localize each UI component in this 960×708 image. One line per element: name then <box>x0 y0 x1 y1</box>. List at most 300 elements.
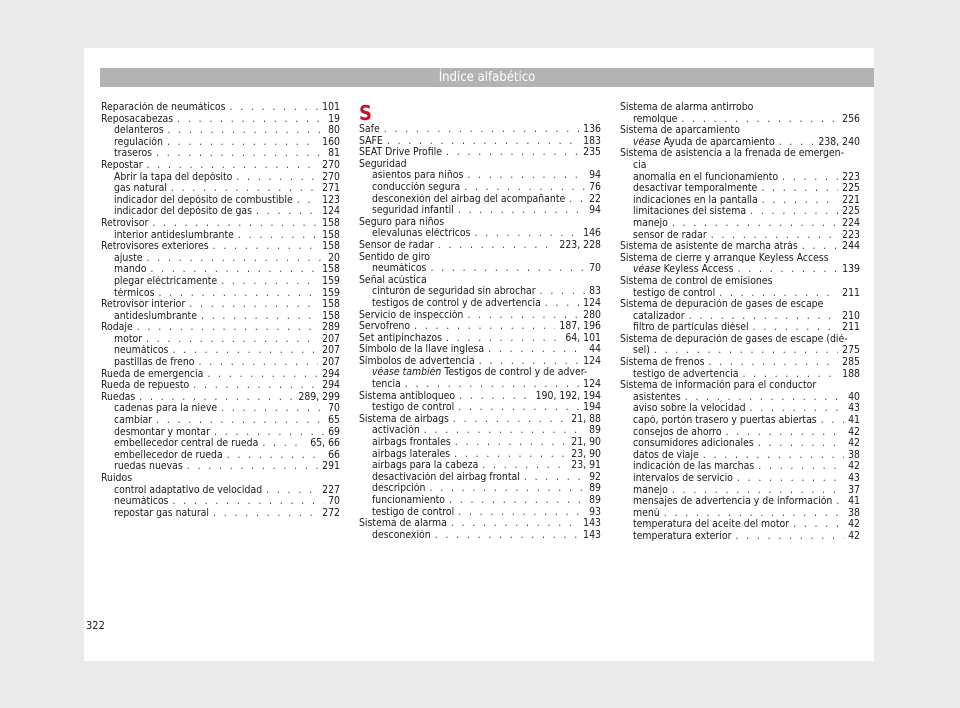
entry-term: limitaciones del sistema <box>633 206 747 218</box>
entry-page-ref: 139 <box>842 264 860 276</box>
index-subentry <box>359 495 601 507</box>
entry-term: plegar eléctricamente <box>114 275 218 287</box>
entry-term: indicación de las marchas <box>633 461 755 473</box>
index-entry <box>101 218 340 230</box>
entry-term: Sistema de cierre y arranque Keyless Access <box>620 252 829 264</box>
entry-term: desactivar temporalmente <box>633 183 758 195</box>
index-entry <box>101 322 340 334</box>
index-subentry <box>620 345 860 357</box>
leader-dots <box>156 148 324 160</box>
entry-page-ref: 194 <box>583 402 601 414</box>
entry-page-ref: 65, 66 <box>310 438 340 450</box>
index-subentry <box>359 228 601 240</box>
entry-term: Sistema de asistente de marcha atrás <box>620 241 798 253</box>
entry-page-ref: 270 <box>322 159 340 171</box>
entry-term: Sistema de depuración de gases de escape <box>620 299 824 311</box>
entry-page-ref: 223, 228 <box>559 239 601 251</box>
entry-term: consumidores adicionales <box>633 438 754 450</box>
leader-dots <box>453 414 567 426</box>
leader-dots <box>467 170 585 182</box>
index-subentry <box>101 125 340 137</box>
entry-term: testigo de control <box>372 506 455 518</box>
index-subentry <box>359 194 601 206</box>
entry-page-ref: 76 <box>589 181 601 193</box>
leader-dots <box>168 125 325 137</box>
leader-dots <box>221 276 318 288</box>
leader-dots <box>171 183 318 195</box>
entry-page-ref: 188 <box>842 368 860 380</box>
index-subentry <box>620 264 860 276</box>
leader-dots <box>449 495 585 507</box>
index-entry <box>101 160 340 172</box>
entry-page-ref: 89 <box>589 495 601 506</box>
entry-page-ref: 294 <box>322 368 340 380</box>
entry-term: embellecedor de rueda <box>114 449 223 461</box>
entry-term: desconexión del airbag del acompañante <box>372 193 566 205</box>
leader-dots <box>446 147 579 159</box>
entry-page-ref: 289 <box>322 322 340 334</box>
index-column-2 <box>359 102 601 541</box>
entry-page-ref: 225 <box>842 183 860 195</box>
leader-dots <box>159 288 319 300</box>
entry-page-ref: 291 <box>322 461 340 473</box>
leader-dots <box>664 508 844 520</box>
leader-dots <box>262 438 306 450</box>
entry-page-ref: 81 <box>328 148 340 160</box>
entry-page-ref: 94 <box>589 170 601 182</box>
entry-term: seguridad infantil <box>372 205 454 217</box>
index-entry <box>359 275 601 287</box>
index-entry <box>620 357 860 369</box>
see-reference: véase <box>633 264 661 276</box>
index-entry <box>101 380 340 392</box>
leader-dots <box>569 194 585 206</box>
leader-dots <box>167 137 318 149</box>
entry-term: tencia <box>372 379 401 391</box>
leader-dots <box>137 322 318 334</box>
index-subentry <box>620 519 860 531</box>
entry-term: elevalunas eléctricos <box>372 228 471 240</box>
index-subentry <box>101 137 340 149</box>
leader-dots <box>177 114 324 126</box>
entry-term: Símbolo de la llave inglesa <box>359 344 485 356</box>
leader-dots <box>172 496 324 508</box>
index-subentry <box>620 288 860 300</box>
entry-page-ref: 66 <box>328 449 340 461</box>
entry-page-ref: 42 <box>848 438 860 450</box>
entry-term: Repostar <box>101 159 143 171</box>
index-subentry <box>101 206 340 218</box>
entry-term: indicaciones en la pantalla <box>633 194 758 206</box>
entry-term: intervalos de servicio <box>633 473 733 484</box>
entry-term: neumáticos <box>372 263 427 275</box>
leader-dots <box>454 449 567 461</box>
index-subentry <box>359 460 601 472</box>
entry-page-ref: 270 <box>322 171 340 183</box>
index-entry <box>359 252 601 264</box>
entry-page-ref: 41 <box>848 496 860 508</box>
index-subentry <box>620 461 860 473</box>
entry-page-ref: 160 <box>322 136 340 148</box>
index-entry <box>101 473 340 485</box>
index-entry <box>359 147 601 159</box>
entry-term: ruedas nuevas <box>114 461 183 473</box>
index-entry <box>620 334 860 346</box>
leader-dots <box>703 450 844 462</box>
leader-dots <box>139 392 294 404</box>
entry-page-ref: 207 <box>322 357 340 369</box>
entry-page-ref: 42 <box>848 426 860 438</box>
leader-dots <box>761 183 838 195</box>
entry-term: sensor de radar <box>633 229 707 241</box>
leader-dots <box>156 415 324 427</box>
entry-page-ref: 41 <box>848 415 860 427</box>
index-entry <box>620 102 860 114</box>
leader-dots <box>758 461 844 473</box>
leader-dots <box>738 264 839 276</box>
entry-page-ref: 65 <box>328 415 340 427</box>
entry-term: Retrovisor interior <box>101 299 186 311</box>
leader-dots <box>256 206 318 218</box>
entry-term: Seguro para niños <box>359 216 445 228</box>
index-subentry <box>359 472 601 484</box>
entry-page-ref: 159 <box>322 287 340 299</box>
entry-page-ref: 21, 90 <box>571 437 601 449</box>
leader-dots <box>266 485 318 497</box>
entry-term: temperatura exterior <box>633 530 732 542</box>
entry-term: motor <box>114 333 143 345</box>
entry-term: Ayuda de aparcamiento <box>663 136 775 148</box>
entry-term: remolque <box>633 113 678 125</box>
entry-term: desactivación del airbag frontal <box>372 471 520 483</box>
leader-dots <box>479 356 579 368</box>
leader-dots <box>214 427 324 439</box>
entry-term: consejos de ahorro <box>633 426 722 438</box>
entry-term: asistentes <box>633 391 681 403</box>
index-subentry <box>359 182 601 194</box>
leader-dots <box>672 485 844 497</box>
entry-term: manejo <box>633 217 668 229</box>
leader-dots <box>779 137 815 149</box>
leader-dots <box>540 286 585 298</box>
index-subentry <box>101 195 340 207</box>
entry-page-ref: 38 <box>848 449 860 461</box>
leader-dots <box>429 483 585 495</box>
index-entry <box>101 102 340 114</box>
see-reference: véase <box>633 136 661 148</box>
entry-page-ref: 23, 91 <box>571 460 601 472</box>
index-subentry <box>359 449 601 461</box>
leader-dots <box>152 218 318 230</box>
index-entry <box>359 333 601 345</box>
entry-page-ref: 280 <box>583 309 601 321</box>
index-subentry <box>101 461 340 473</box>
entry-page-ref: 159 <box>322 275 340 287</box>
leader-dots <box>545 298 579 310</box>
entry-term: Servicio de inspección <box>359 309 464 321</box>
index-subentry <box>620 369 860 381</box>
entry-page-ref: 143 <box>583 518 601 530</box>
entry-term: Sistema de alarma <box>359 518 447 530</box>
leader-dots <box>207 369 318 381</box>
entry-page-ref: 136 <box>583 124 601 135</box>
entry-page-ref: 143 <box>583 529 601 541</box>
entry-page-ref: 235 <box>583 147 601 159</box>
entry-term: descripción <box>372 483 426 495</box>
entry-term: Reparación de neumáticos <box>101 102 226 113</box>
entry-page-ref: 238, 240 <box>818 136 860 148</box>
entry-page-ref: 207 <box>322 345 340 357</box>
entry-term: conducción segura <box>372 181 461 193</box>
entry-term: Sistema de información para el conductor <box>620 380 817 392</box>
index-subentry <box>101 311 340 323</box>
entry-term: activación <box>372 425 420 437</box>
entry-page-ref: 92 <box>589 471 601 483</box>
entry-page-ref: 124 <box>322 206 340 218</box>
leader-dots <box>762 195 838 207</box>
leader-dots <box>229 102 318 114</box>
entry-term: Sistema de airbags <box>359 413 449 425</box>
entry-term: Retrovisores exteriores <box>101 241 209 253</box>
leader-dots <box>435 530 579 542</box>
index-entry <box>359 344 601 356</box>
entry-term: neumáticos <box>114 345 169 357</box>
entry-term: testigo de control <box>633 287 716 299</box>
entry-page-ref: 187, 196 <box>559 321 601 333</box>
index-entry <box>101 392 340 404</box>
index-subentry <box>359 286 601 298</box>
entry-page-ref: 223 <box>842 171 860 183</box>
leader-dots <box>821 415 844 427</box>
entry-page-ref: 190, 192, 194 <box>535 390 601 402</box>
entry-term: interior antideslumbrante <box>114 229 234 241</box>
index-subentry <box>359 425 601 437</box>
entry-page-ref: 43 <box>848 473 860 484</box>
entry-page-ref: 37 <box>848 484 860 496</box>
leader-dots <box>524 472 585 484</box>
index-entry <box>359 391 601 403</box>
entry-page-ref: 89 <box>589 425 601 437</box>
entry-page-ref: 42 <box>848 530 860 542</box>
entry-page-ref: 210 <box>842 310 860 322</box>
index-subentry <box>101 276 340 288</box>
entry-term: anomalía en el funcionamiento <box>633 171 779 183</box>
entry-term: cadenas para la nieve <box>114 403 218 415</box>
entry-page-ref: 146 <box>583 228 601 240</box>
entry-page-ref: 83 <box>589 286 601 298</box>
index-subentry <box>620 137 860 149</box>
entry-page-ref: 158 <box>322 241 340 253</box>
index-subentry <box>101 230 340 242</box>
index-subentry <box>620 114 860 126</box>
entry-page-ref: 64, 101 <box>565 332 601 344</box>
entry-page-ref: 93 <box>589 506 601 518</box>
entry-term: Rodaje <box>101 322 133 334</box>
entry-term: traseros <box>114 148 153 160</box>
entry-term: Safe <box>359 124 380 135</box>
entry-page-ref: 21, 88 <box>571 413 601 425</box>
entry-term: Sistema de asistencia a la frenada de emergen- <box>620 148 844 160</box>
leader-dots <box>793 519 844 531</box>
index-entry <box>359 240 601 252</box>
index-entry <box>359 321 601 333</box>
entry-page-ref: 124 <box>583 379 601 391</box>
index-subentry <box>620 473 860 485</box>
index-subentry <box>620 172 860 184</box>
entry-term: Sistema de aparcamiento <box>620 125 740 137</box>
entry-page-ref: 221 <box>842 194 860 206</box>
index-subentry <box>620 496 860 508</box>
entry-term: neumáticos <box>114 496 169 508</box>
leader-dots <box>455 437 568 449</box>
leader-dots <box>459 391 531 403</box>
entry-term: delanteros <box>114 125 164 137</box>
entry-page-ref: 89 <box>589 483 601 495</box>
entry-page-ref: 275 <box>842 345 860 357</box>
entry-term: Sistema de depuración de gases de escape (dié- <box>620 333 848 345</box>
entry-term: manejo <box>633 484 668 496</box>
index-entry <box>101 299 340 311</box>
leader-dots <box>451 518 579 530</box>
entry-term: regulación <box>114 136 163 148</box>
leader-dots <box>711 230 838 242</box>
index-entry <box>359 414 601 426</box>
index-subentry <box>101 485 340 497</box>
entry-term: indicador del depósito de gas <box>114 206 252 218</box>
entry-page-ref: 80 <box>328 125 340 137</box>
leader-dots <box>201 311 318 323</box>
entry-term: indicador del depósito de combustible <box>114 194 293 206</box>
leader-dots <box>474 228 579 240</box>
leader-dots <box>238 230 318 242</box>
entry-page-ref: 42 <box>848 461 860 473</box>
entry-page-ref: 158 <box>322 264 340 276</box>
entry-page-ref: 207 <box>322 333 340 345</box>
entry-page-ref: 225 <box>842 206 860 218</box>
entry-page-ref: 94 <box>589 205 601 217</box>
index-subentry <box>359 205 601 217</box>
leader-dots <box>147 253 325 265</box>
index-subentry <box>620 322 860 334</box>
entry-term: cia <box>633 159 647 171</box>
index-section-letter: S <box>359 101 372 125</box>
leader-dots <box>482 460 567 472</box>
leader-dots <box>735 531 844 543</box>
index-subentry <box>101 264 340 276</box>
entry-page-ref: 70 <box>328 496 340 508</box>
entry-page-ref: 158 <box>322 310 340 322</box>
leader-dots <box>213 241 319 253</box>
entry-term: temperatura del aceite del motor <box>633 519 790 531</box>
leader-dots <box>681 114 838 126</box>
entry-page-ref: 123 <box>322 194 340 206</box>
entry-page-ref: 124 <box>583 355 601 367</box>
leader-dots <box>236 172 318 184</box>
entry-term: sel) <box>633 345 650 357</box>
entry-term: Sistema de frenos <box>620 357 705 369</box>
entry-term: airbags para la cabeza <box>372 460 479 472</box>
index-entry <box>620 148 860 160</box>
entry-page-ref: 22 <box>589 193 601 205</box>
index-subentry <box>101 148 340 160</box>
index-subentry <box>359 437 601 449</box>
leader-dots <box>488 344 585 356</box>
index-subentry <box>359 530 601 542</box>
entry-term: Seguridad <box>359 158 407 170</box>
entry-term: cinturón de seguridad sin abrochar <box>372 286 536 298</box>
entry-term: Keyless Access <box>663 264 734 276</box>
index-entry <box>359 124 601 136</box>
index-entry <box>101 241 340 253</box>
entry-term: desconexión <box>372 529 431 541</box>
leader-dots <box>742 369 838 381</box>
leader-dots <box>753 322 839 334</box>
leader-dots <box>387 136 579 148</box>
index-subentry <box>620 531 860 543</box>
leader-dots <box>737 473 844 485</box>
leader-dots <box>297 195 318 207</box>
entry-page-ref: 211 <box>842 322 860 334</box>
entry-term: Sistema antibloqueo <box>359 390 456 402</box>
page-header: Índice alfabético <box>100 68 874 87</box>
leader-dots <box>172 345 318 357</box>
entry-term: mensajes de advertencia y de información <box>633 496 833 508</box>
leader-dots <box>726 427 845 439</box>
entry-term: Reposacabezas <box>101 113 174 125</box>
leader-dots <box>227 450 324 462</box>
entry-term: Señal acústica <box>359 274 427 286</box>
entry-page-ref: 44 <box>589 344 601 356</box>
entry-term: Sistema de control de emisiones <box>620 275 773 287</box>
index-entry <box>101 114 340 126</box>
leader-dots <box>458 507 585 519</box>
leader-dots <box>672 218 838 230</box>
index-subentry <box>101 253 340 265</box>
leader-dots <box>802 241 838 253</box>
leader-dots <box>438 240 556 252</box>
index-subentry <box>359 483 601 495</box>
leader-dots <box>750 403 845 415</box>
index-column-3 <box>620 102 860 543</box>
entry-page-ref: 244 <box>842 241 860 253</box>
leader-dots <box>458 205 585 217</box>
entry-term: datos de viaje <box>633 449 699 461</box>
leader-dots <box>146 334 318 346</box>
entry-page-ref: 183 <box>583 135 601 147</box>
entry-term: testigo de control <box>372 402 455 414</box>
index-subentry <box>620 195 860 207</box>
index-column-1 <box>101 102 340 519</box>
index-subentry <box>359 298 601 310</box>
entry-term: Retrovisor <box>101 217 149 229</box>
entry-term: Set antipinchazos <box>359 332 442 344</box>
leader-dots <box>836 496 844 508</box>
index-subentry <box>101 357 340 369</box>
index-subentry <box>359 263 601 275</box>
index-subentry <box>101 508 340 520</box>
entry-term: menú <box>633 507 660 519</box>
index-entry <box>359 136 601 148</box>
entry-term: Servofreno <box>359 321 411 333</box>
entry-term: ajuste <box>114 252 143 264</box>
leader-dots <box>414 321 555 333</box>
entry-term: Abrir la tapa del depósito <box>114 171 233 183</box>
entry-page-ref: 70 <box>328 403 340 415</box>
entry-term: funcionamiento <box>372 495 446 506</box>
entry-term: gas natural <box>114 183 167 195</box>
index-entry <box>359 159 601 171</box>
entry-page-ref: 40 <box>848 391 860 403</box>
